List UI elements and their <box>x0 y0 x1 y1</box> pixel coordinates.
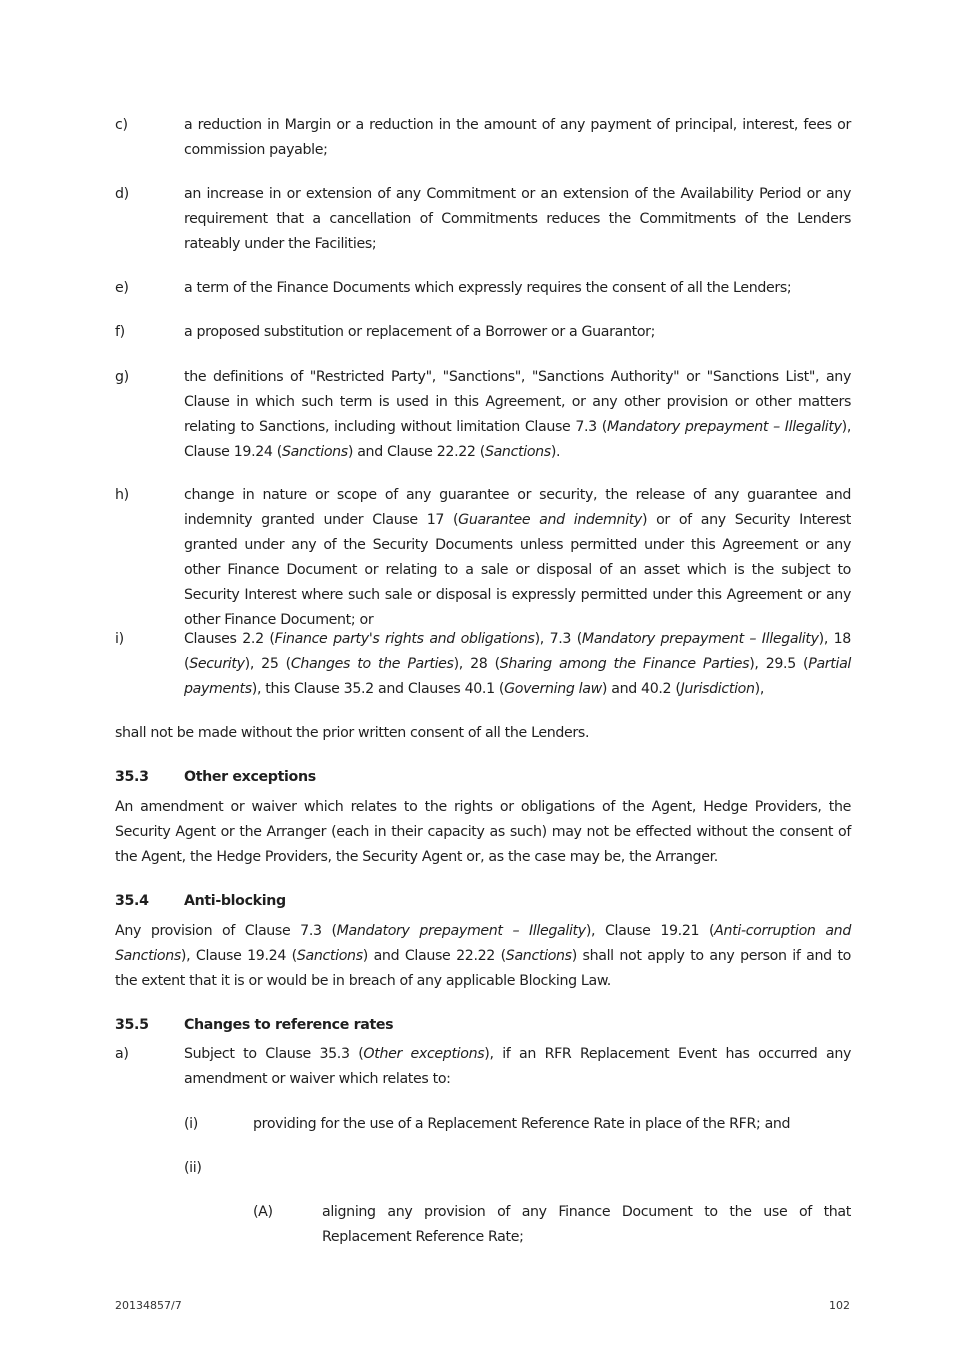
footer-document-reference: 20134857/7 <box>115 1299 182 1312</box>
list-item-label: f) <box>115 324 125 340</box>
list-item-c <box>115 113 851 163</box>
list-item-label: (i) <box>184 1116 198 1132</box>
clause-35-5-a <box>115 1042 851 1092</box>
list-item-label: d) <box>115 186 129 202</box>
clause-35-5-a-ii-A <box>115 1200 851 1250</box>
list-item-h <box>115 483 851 628</box>
list-item-label: c) <box>115 117 128 133</box>
section-title: Changes to reference rates <box>184 1017 394 1033</box>
list-item-label: e) <box>115 280 129 296</box>
list-item-g <box>115 365 851 465</box>
section-body-35-4: Any provision of Clause 7.3 (Mandatory prepayment – Illegality), Clause 19.21 (Anti-corruption and Sanctions), Clause 19.24 (Sanctions) and Clause 22.22 (Sanctions) shall not apply to any person if and to the extent that it is or would be in breach of any applicable Blocking Law. <box>115 923 851 989</box>
list-item-label: h) <box>115 487 129 503</box>
list-item-d <box>115 182 851 257</box>
list-item-i <box>115 627 851 702</box>
section-body-35-3: An amendment or waiver which relates to the rights or obligations of the Agent, Hedge Providers, the Security Agent or the Arranger (each in their capacity as such) may not be effected without the consent of the Agent, the Hedge Providers, the Security Agent or, as the case may be, the Arranger. <box>115 799 851 865</box>
section-heading-35-4 <box>115 889 851 914</box>
list-item-text: the definitions of "Restricted Party", "Sanctions", "Sanctions Authority" or "Sanctions List", any Clause in which such term is used in this Agreement, or any other provision or other matters relating to Sanctions, including without limitation Clause 7.3 (Mandatory prepayment – Illegality), Clause 19.24 (Sanctions) and Clause 22.22 (Sanctions). <box>184 369 851 460</box>
list-item-text: change in nature or scope of any guarantee or security, the release of any guarantee and indemnity granted under Clause 17 (Guarantee and indemnity) or of any Security Interest granted under any of the Security Documents unless permitted under this Agreement or any other Finance Document or relating to a sale or disposal of an asset which is the subject to Security Interest where such sale or disposal is expressly permitted under this Agreement or any other Finance Document; or <box>184 487 851 628</box>
list-item-text: Subject to Clause 35.3 (Other exceptions), if an RFR Replacement Event has occurred any amendment or waiver which relates to: <box>184 1046 852 1087</box>
section-title: Other exceptions <box>184 769 316 785</box>
section-number: 35.5 <box>115 1017 149 1033</box>
list-item-e <box>115 276 851 301</box>
list-item-text: providing for the use of a Replacement Reference Rate in place of the RFR; and <box>253 1116 791 1132</box>
section-number: 35.3 <box>115 769 149 785</box>
list-item-label: i) <box>115 631 124 647</box>
list-item-text: a proposed substitution or replacement of a Borrower or a Guarantor; <box>184 324 656 340</box>
section-title: Anti-blocking <box>184 893 286 909</box>
list-item-label: (A) <box>253 1204 273 1220</box>
list-item-text: a reduction in Margin or a reduction in the amount of any payment of principal, interest, fees or commission payable; <box>184 117 851 158</box>
footer-page-number: 102 <box>829 1299 850 1312</box>
clause-35-5-a-ii <box>115 1156 851 1181</box>
section-heading-35-3 <box>115 765 851 790</box>
list-item-text: an increase in or extension of any Commitment or an extension of the Availability Period or any requirement that a cancellation of Commitments reduces the Commitments of the Lenders rateably under the Facilities; <box>184 186 851 252</box>
list-item-text: a term of the Finance Documents which expressly requires the consent of all the Lenders; <box>184 280 792 296</box>
list-item-label: g) <box>115 369 129 385</box>
list-item-text: aligning any provision of any Finance Document to the use of that Replacement Reference Rate; <box>322 1204 851 1245</box>
section-number: 35.4 <box>115 893 149 909</box>
section-heading-35-5 <box>115 1013 851 1038</box>
clause-35-5-a-i <box>115 1112 851 1137</box>
list-item-text: Clauses 2.2 (Finance party's rights and obligations), 7.3 (Mandatory prepayment – Illegality), 18 (Security), 25 (Changes to the Parties), 28 (Sharing among the Finance Parties), 29.5 (Partial payments), this Clause 35.2 and Clauses 40.1 (Governing law) and 40.2 (Jurisdiction), <box>184 631 852 697</box>
list-item-f <box>115 320 851 345</box>
closing-paragraph: shall not be made without the prior written consent of all the Lenders. <box>115 725 590 741</box>
list-item-label: a) <box>115 1046 129 1062</box>
list-item-label: (ii) <box>184 1160 202 1176</box>
